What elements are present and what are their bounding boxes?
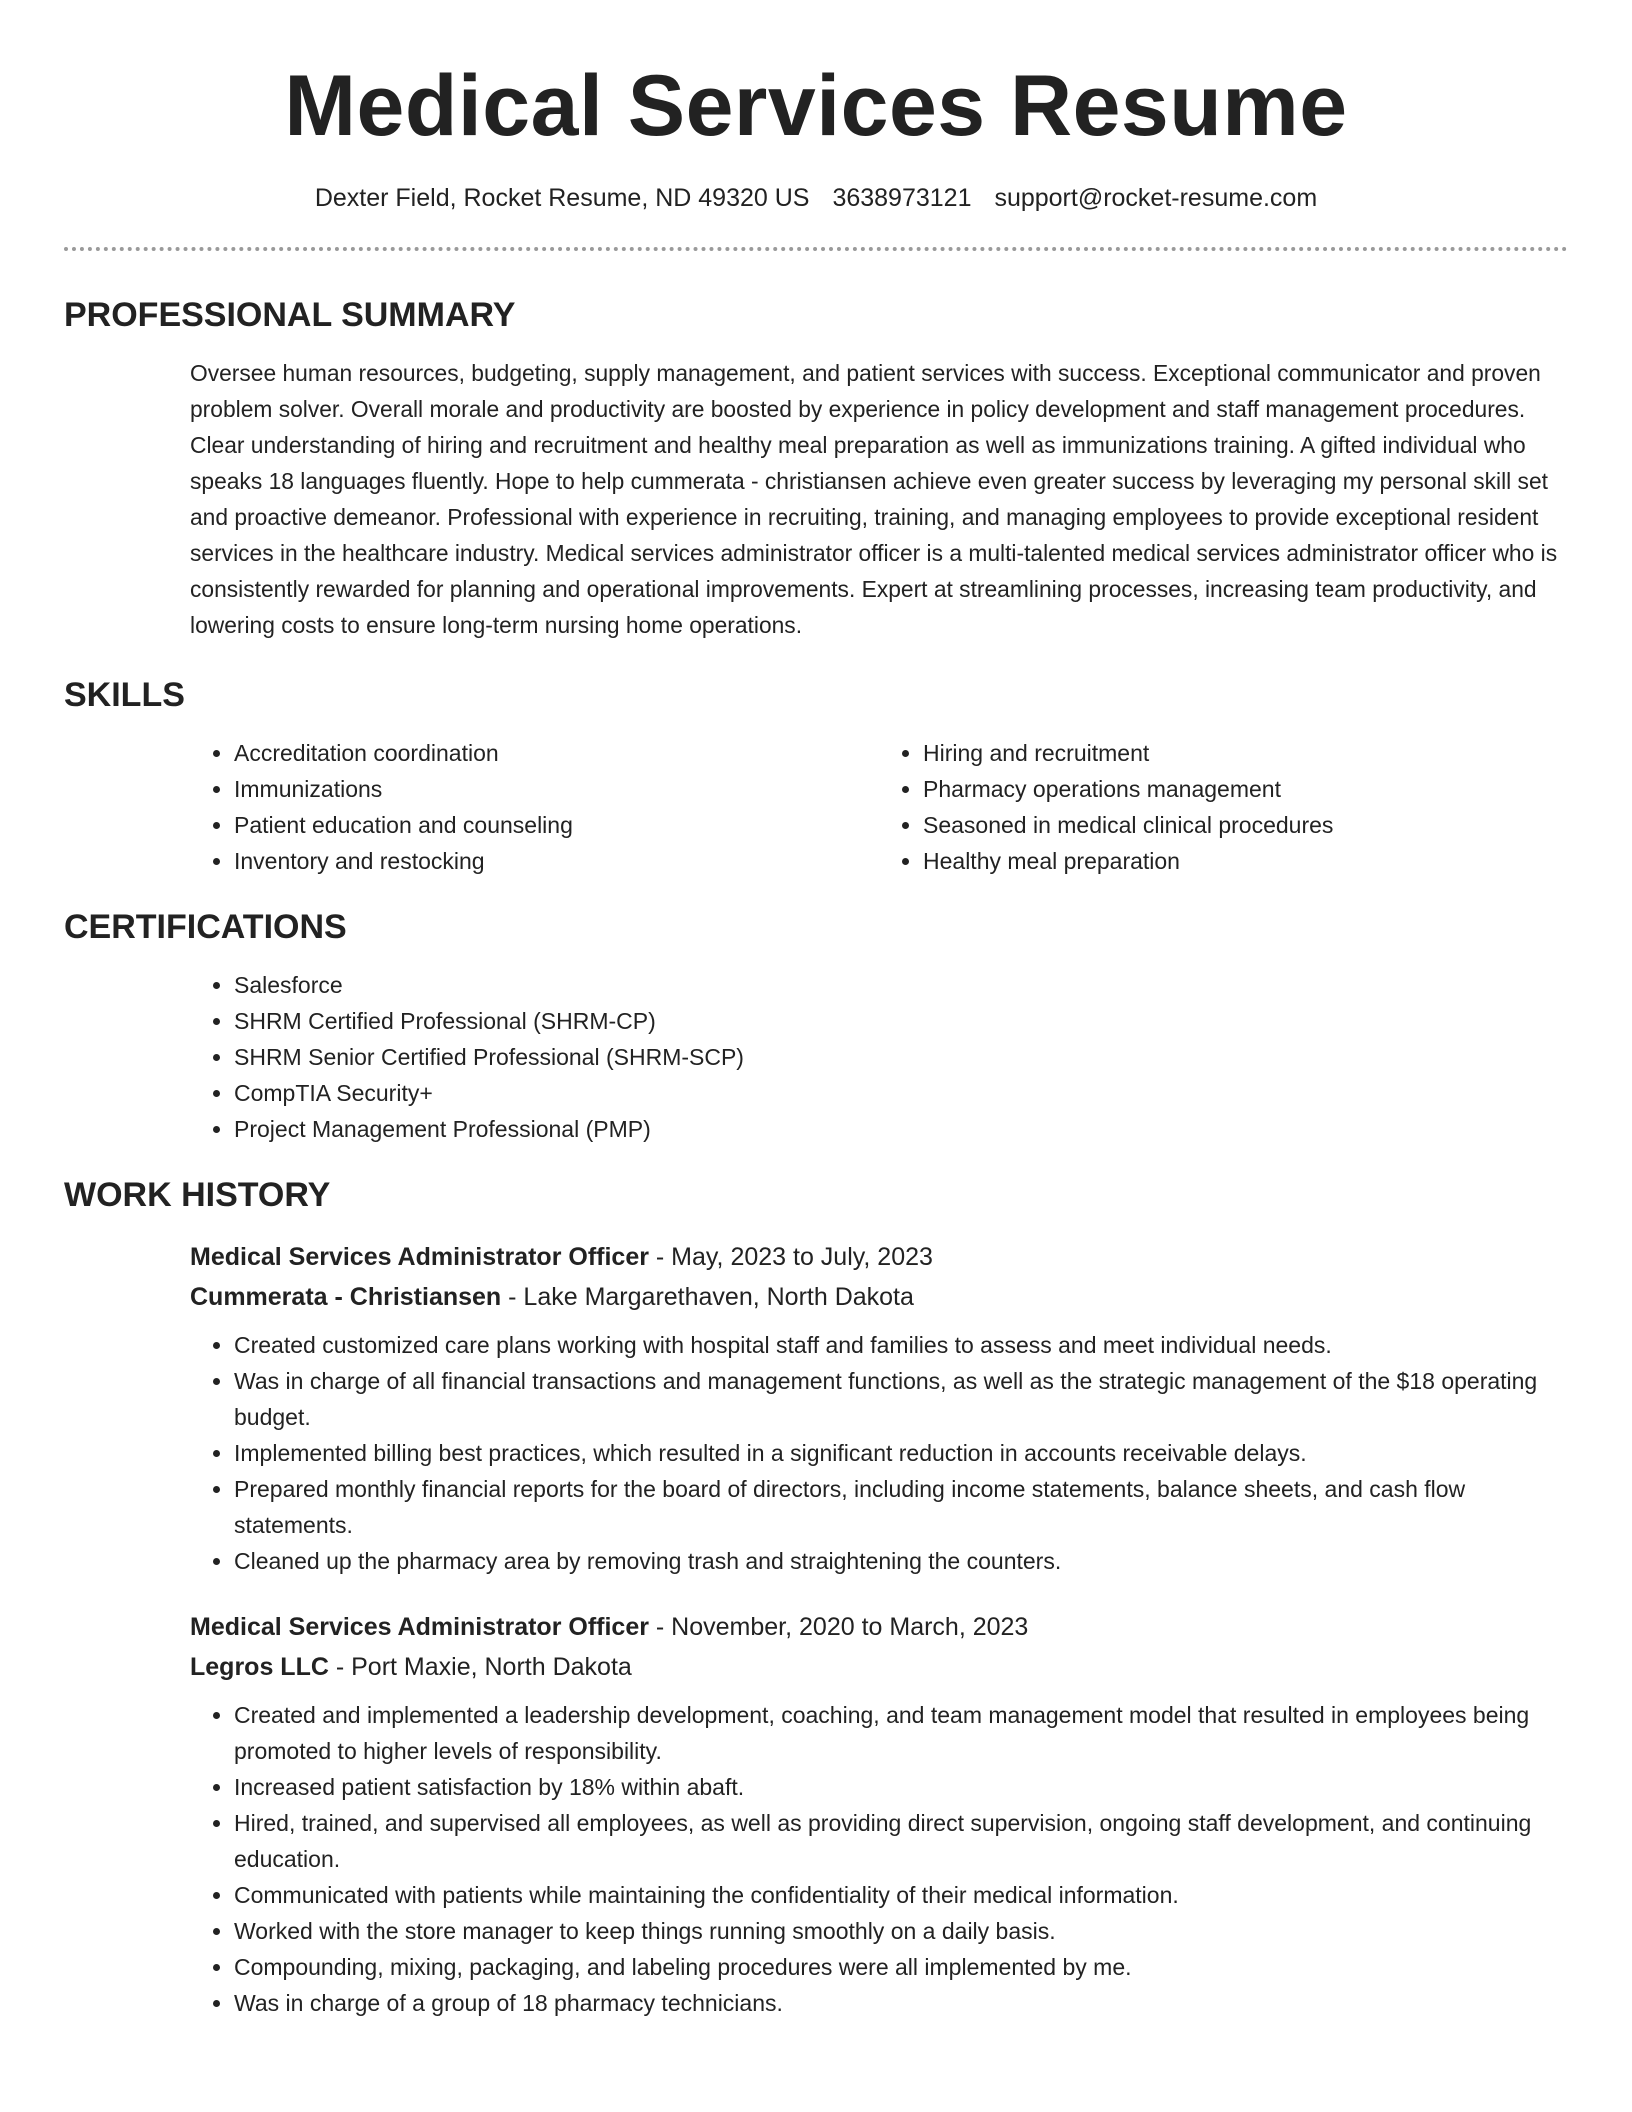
contact-line — [64, 182, 1568, 214]
job-bullet: • Was in charge of all financial transactions and management functions, as well as the strategic management of the $18 operating budget. — [234, 1363, 1568, 1435]
skill-item: • Patient education and counseling — [234, 807, 879, 843]
job-bullet: • Cleaned up the pharmacy area by removing trash and straightening the counters. — [234, 1543, 1568, 1579]
skill-item: • Inventory and restocking — [234, 843, 879, 879]
resume-title: Medical Services Resume — [284, 58, 1348, 154]
job-company: Legros LLC — [190, 1653, 329, 1681]
skills-column-left — [190, 735, 879, 879]
certification-item: • Project Management Professional (PMP) — [234, 1111, 1568, 1147]
job-company-line — [190, 1647, 1568, 1687]
job-bullet: • Was in charge of a group of 18 pharmacy technicians. — [234, 1985, 1568, 2021]
job-bullet: • Increased patient satisfaction by 18% within abaft. — [234, 1769, 1568, 1805]
skills-grid — [190, 735, 1568, 879]
job-entry — [190, 1237, 1568, 1579]
resume-page — [64, 0, 1568, 2021]
skills-section — [64, 675, 1568, 879]
job-dates: - May, 2023 to July, 2023 — [648, 1243, 933, 1271]
skill-item: • Hiring and recruitment — [923, 735, 1568, 771]
skill-item: • Pharmacy operations management — [923, 771, 1568, 807]
job-company: Cummerata - Christiansen — [190, 1283, 502, 1311]
certification-item: • SHRM Certified Professional (SHRM-CP) — [234, 1003, 1568, 1039]
skill-item: • Seasoned in medical clinical procedures — [923, 807, 1568, 843]
certifications-heading: CERTIFICATIONS — [64, 908, 347, 946]
job-bullet-list — [190, 1697, 1568, 2021]
job-bullet: • Created and implemented a leadership development, coaching, and team management model that resulted in employees being promoted to higher levels of responsibility. — [234, 1697, 1568, 1769]
certifications-list — [190, 967, 1568, 1147]
job-dates: - November, 2020 to March, 2023 — [648, 1613, 1029, 1641]
certification-item: • CompTIA Security+ — [234, 1075, 1568, 1111]
job-bullet: • Hired, trained, and supervised all employees, as well as providing direct supervision, ongoing staff development, and continuing education. — [234, 1805, 1568, 1877]
certifications-section — [64, 907, 1568, 1147]
job-bullet: • Worked with the store manager to keep things running smoothly on a daily basis. — [234, 1913, 1568, 1949]
skill-item: • Immunizations — [234, 771, 879, 807]
skill-item: • Healthy meal preparation — [923, 843, 1568, 879]
skills-heading: SKILLS — [64, 676, 185, 714]
job-bullet-list — [190, 1327, 1568, 1579]
job-bullet: • Created customized care plans working with hospital staff and families to assess and meet individual needs. — [234, 1327, 1568, 1363]
phone-text: 3638973121 — [832, 184, 972, 212]
summary-heading: PROFESSIONAL SUMMARY — [64, 296, 516, 334]
job-location: - Port Maxie, North Dakota — [328, 1653, 632, 1681]
job-bullet: • Compounding, mixing, packaging, and labeling procedures were all implemented by me. — [234, 1949, 1568, 1985]
skills-column-right — [879, 735, 1568, 879]
email-text: support@rocket-resume.com — [994, 184, 1318, 212]
certification-item: • Salesforce — [234, 967, 1568, 1003]
job-role: Medical Services Administrator Officer — [190, 1613, 649, 1641]
job-bullet: • Prepared monthly financial reports for the board of directors, including income statements, balance sheets, and cash flow statements. — [234, 1471, 1568, 1543]
address-text: Dexter Field, Rocket Resume, ND 49320 US — [314, 184, 810, 212]
certification-item: • SHRM Senior Certified Professional (SHRM-SCP) — [234, 1039, 1568, 1075]
job-bullet: • Communicated with patients while maintaining the confidentiality of their medical information. — [234, 1877, 1568, 1913]
job-role: Medical Services Administrator Officer — [190, 1243, 649, 1271]
summary-section — [64, 295, 1568, 643]
job-bullet: • Implemented billing best practices, which resulted in a significant reduction in accounts receivable delays. — [234, 1435, 1568, 1471]
job-location: - Lake Margarethaven, North Dakota — [501, 1283, 914, 1311]
work-history-section — [64, 1175, 1568, 2021]
job-company-line — [190, 1277, 1568, 1317]
job-title-line — [190, 1607, 1568, 1647]
summary-text: Oversee human resources, budgeting, supply management, and patient services with success. Exceptional communicator and proven problem solver. Overall morale and productivity are boosted by experience in policy development and staff management procedures. Clear understanding of hiring and recruitment and healthy meal preparation as well as immunizations training. A gifted individual who speaks 18 languages fluently. Hope to help cummerata - christiansen achieve even greater success by leveraging my personal skill set and proactive demeanor. Professional with experience in recruiting, training, and managing employees to provide exceptional resident services in the healthcare industry. Medical services administrator officer is a multi-talented medical services administrator officer who is consistently rewarded for planning and operational improvements. Expert at streamlining processes, increasing team productivity, and lowering costs to ensure long-term nursing home operations. — [190, 360, 1558, 638]
header-divider — [64, 247, 1568, 251]
skill-item: • Accreditation coordination — [234, 735, 879, 771]
work-history-heading: WORK HISTORY — [64, 1176, 331, 1214]
job-entry — [190, 1607, 1568, 2021]
job-title-line — [190, 1237, 1568, 1277]
